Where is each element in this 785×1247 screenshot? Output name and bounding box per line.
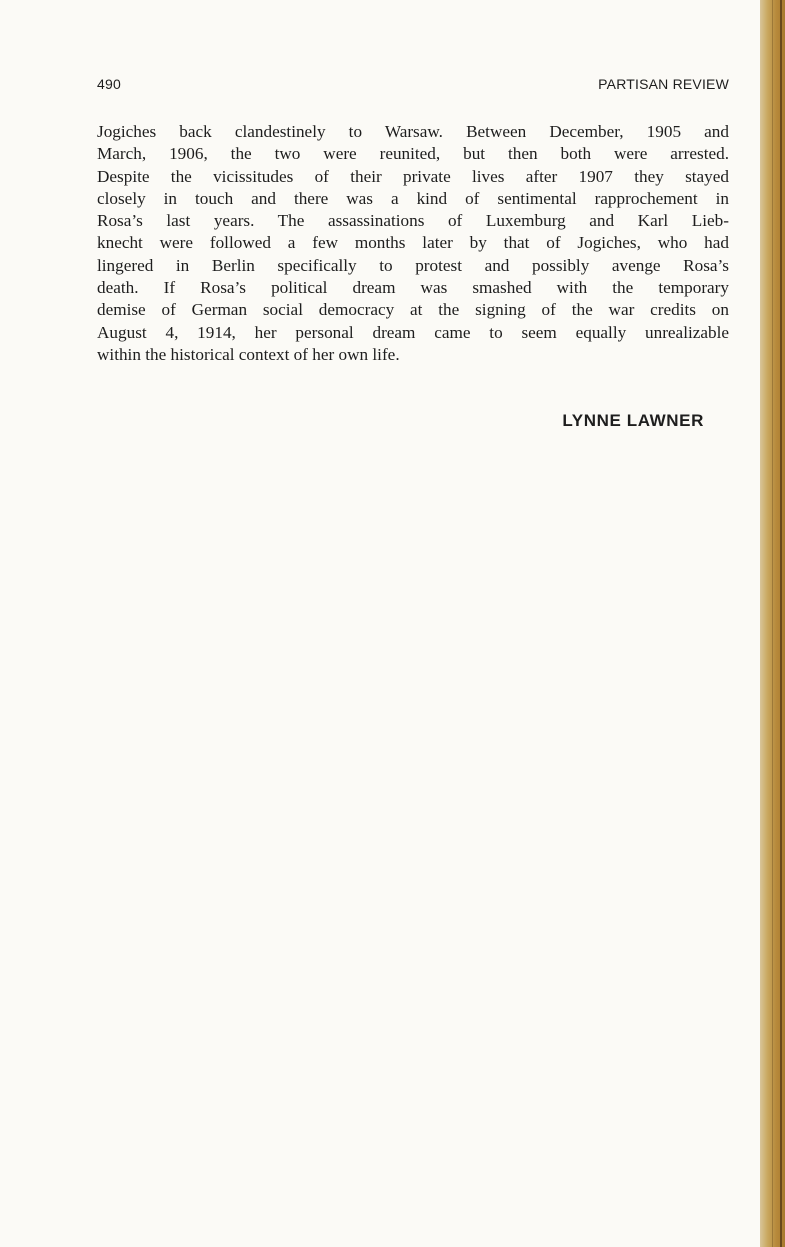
text-line: March, 1906, the two were reunited, but then both were arrested. (97, 144, 729, 164)
text-line: demise of German social democracy at the signing of the war credits on (97, 300, 729, 320)
page-edge-border (780, 0, 782, 1247)
text-line: Despite the vicissitudes of their private lives after 1907 they stayed (97, 166, 729, 186)
running-head: PARTISAN REVIEW (598, 76, 729, 92)
page-header (97, 76, 729, 96)
text-line: knecht were followed a few months later by that of Jogiches, who had (97, 233, 729, 253)
text-line: lingered in Berlin specifically to protest and possibly avenge Rosa’s (97, 255, 729, 275)
page-edge-shadow (772, 0, 773, 1247)
author-signature: LYNNE LAWNER (562, 411, 704, 430)
page-number: 490 (97, 76, 121, 92)
text-line: closely in touch and there was a kind of sentimental rapprochement in (97, 188, 729, 208)
text-line: Jogiches back clandestinely to Warsaw. Between December, 1905 and (97, 122, 729, 141)
text-line: death. If Rosa’s political dream was smashed with the temporary (97, 278, 729, 298)
text-line: Rosa’s last years. The assassinations of Luxemburg and Karl Lieb- (97, 211, 729, 231)
text-line: August 4, 1914, her personal dream came to seem equally unrealizable (97, 322, 729, 342)
body-paragraph (97, 121, 729, 366)
text-line: within the historical context of her own life. (97, 344, 400, 364)
